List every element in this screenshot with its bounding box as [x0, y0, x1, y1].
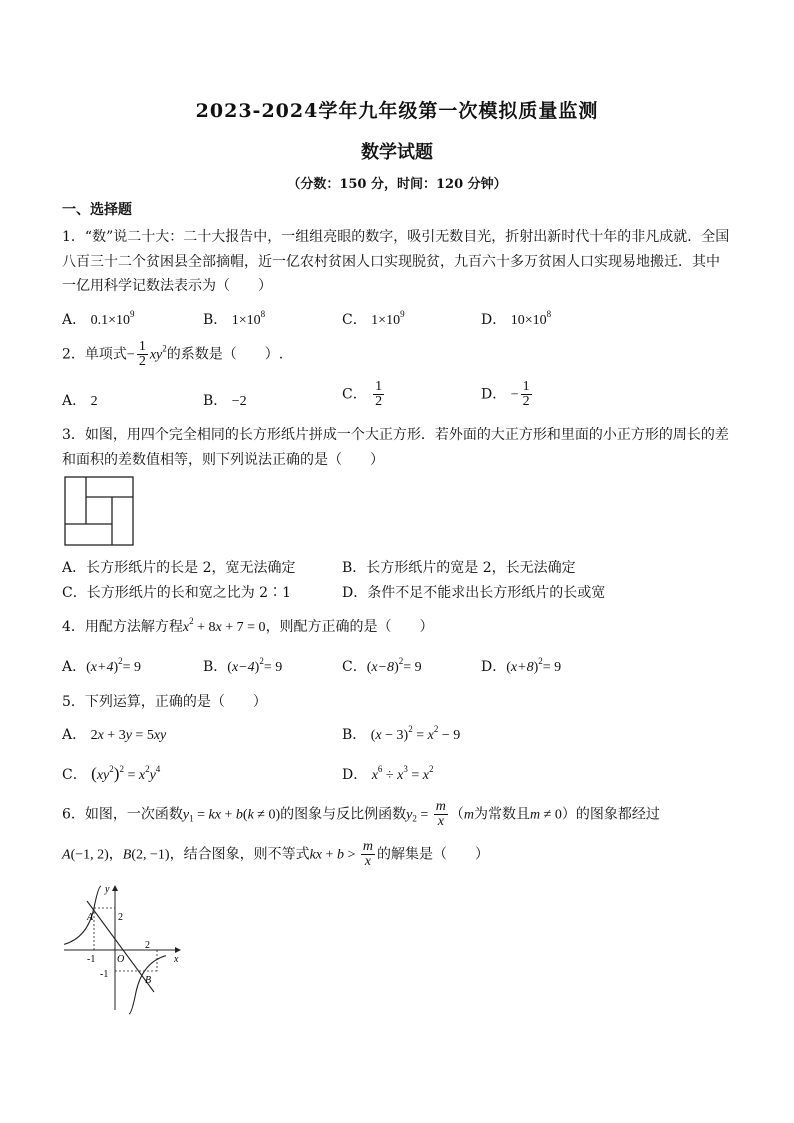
- q4-option-c[interactable]: C．$(x-8)^2= 9$: [342, 656, 422, 675]
- q2-option-d[interactable]: D． − $\frac{1}{2}$: [481, 379, 530, 409]
- q3-line2: 和面积的差数值相等，则下列说法正确的是（ ）: [62, 452, 384, 468]
- tick-label: -1: [87, 954, 96, 965]
- q1-line2: 八百三十二个贫困县全部摘帽，近一亿农村贫困人口实现脱贫，九百六十多万贫困人口实现易地搬迁．其中: [62, 254, 720, 270]
- q6-graph: [60, 880, 190, 1015]
- q5-option-a[interactable]: A． 2x + 3y = 5xy: [62, 727, 167, 743]
- q2-stem: 2．单项式− $\frac{1}{2}$ $xy^2$的系数是（ ）.: [62, 339, 284, 369]
- q1-option-a[interactable]: A． $0.1\times 10^9$: [62, 309, 135, 328]
- q5-option-d[interactable]: D． $x^6 \div x^3 = x^2$: [342, 764, 434, 783]
- q3-option-d[interactable]: D．条件不足不能求出长方形纸片的长或宽: [342, 585, 606, 601]
- tick-label: -1: [100, 969, 109, 980]
- q4-option-a[interactable]: A．$(x+4)^2= 9$: [62, 656, 142, 675]
- q2-option-a[interactable]: A． 2: [62, 393, 98, 409]
- q1-line1: 1．“数”说二十大：二十大报告中，一组组亮眼的数字，吸引无数目光，折射出新时代十年的非凡成就．全国: [62, 229, 730, 245]
- x-axis-label: x: [174, 954, 179, 965]
- section-heading: 一、选择题: [62, 202, 132, 218]
- q6-line1: 6．如图，一次函数$y_1$ = kx + b(k ≠ 0)的图象与反比例函数$y_2$ = $\frac{m}{x}$ （m为常数且m ≠ 0）的图象都经过: [62, 799, 660, 829]
- q1-line3: 一亿用科学记数法表示为（ ）: [62, 278, 272, 294]
- q4-option-b[interactable]: B．$(x-4)^2= 9$: [203, 656, 283, 675]
- q1-option-d[interactable]: D． $10\times 10^8$: [481, 309, 552, 328]
- subject-title: 数学试题: [361, 142, 433, 163]
- q2-option-c[interactable]: C． $\frac{1}{2}$: [342, 379, 383, 409]
- q3-option-a[interactable]: A．长方形纸片的长是 2，宽无法确定: [62, 560, 296, 576]
- q4-stem: 4．用配方法解方程$x^2 + 8x + 7 = 0$，则配方正确的是（ ）: [62, 616, 434, 635]
- point-a-label: A: [87, 912, 94, 923]
- q1-option-b[interactable]: B． $1\times 10^8$: [203, 309, 266, 328]
- y-axis-label: y: [105, 884, 110, 895]
- q6-line2: A(−1, 2)，B(2, −1)，结合图象，则不等式kx + b > $\frac{m}{x}$ 的解集是（ ）: [62, 839, 489, 869]
- q5-option-b[interactable]: B． $(x - 3)^2 = x^2 - 9$: [342, 724, 461, 743]
- q5-option-c[interactable]: C． $(xy^2)^2 = x^2y^4$: [62, 764, 161, 783]
- tick-label: 2: [145, 940, 150, 951]
- exam-title: 2023-2024学年九年级第一次模拟质量监测: [195, 100, 599, 122]
- q3-option-b[interactable]: B．长方形纸片的宽是 2，长无法确定: [342, 560, 576, 576]
- point-b-label: B: [145, 975, 152, 986]
- q3-option-c[interactable]: C．长方形纸片的长和宽之比为 2∶1: [62, 585, 291, 601]
- q3-line1: 3．如图，用四个完全相同的长方形纸片拼成一个大正方形．若外面的大正方形和里面的小正方形的周长的差: [62, 427, 729, 443]
- q5-stem: 5．下列运算，正确的是（ ）: [62, 694, 267, 710]
- hyperbola-left: [64, 886, 101, 944]
- q4-option-d[interactable]: D．$(x+8)^2= 9$: [481, 656, 562, 675]
- origin-label: O: [117, 954, 125, 965]
- score-note: （分数：150 分，时间：120 分钟）: [287, 177, 507, 192]
- square-figure: [64, 476, 134, 546]
- tick-label: 2: [118, 912, 123, 923]
- q2-option-b[interactable]: B． −2: [203, 393, 247, 409]
- q1-option-c[interactable]: C． $1\times 10^9$: [342, 309, 405, 328]
